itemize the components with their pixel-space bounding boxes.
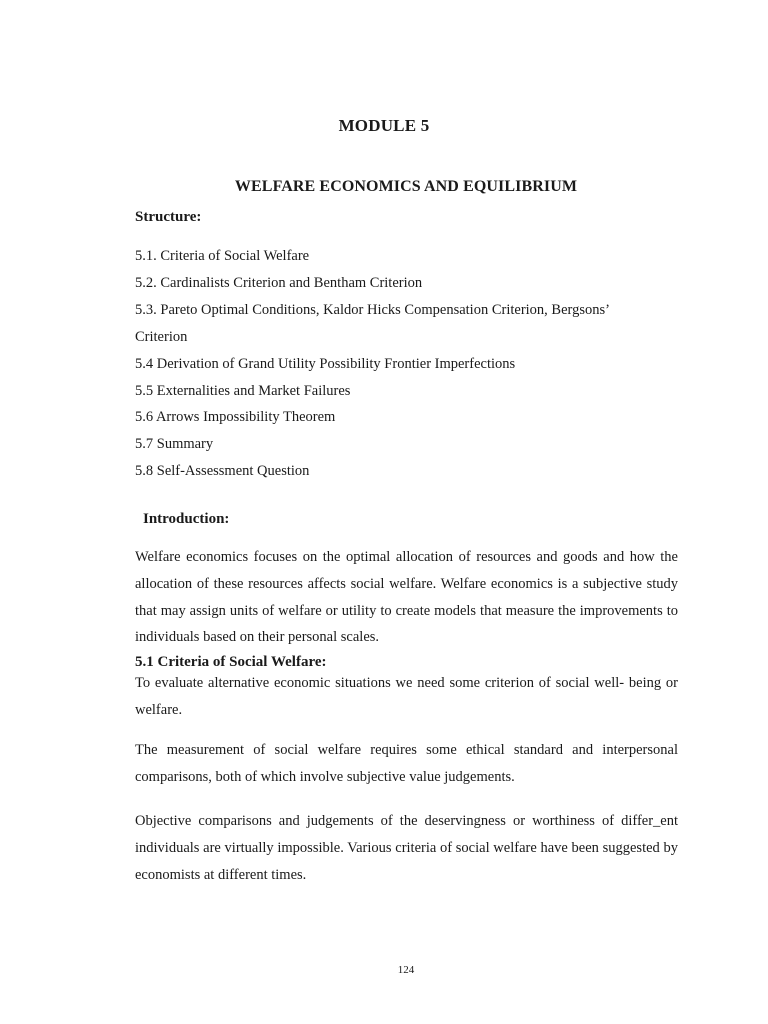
structure-item: Criterion <box>135 328 188 345</box>
structure-item: 5.8 Self-Assessment Question <box>135 463 310 480</box>
structure-heading: Structure: <box>135 209 202 225</box>
structure-item: 5.3. Pareto Optimal Conditions, Kaldor Hicks Compensation Criterion, Bergsons’ <box>135 301 610 318</box>
introduction-heading: Introduction: <box>143 511 230 527</box>
body-paragraph: The measurement of social welfare requires some ethical standard and interpersonal comparisons, both of which involve subjective value judgements. <box>135 742 678 785</box>
structure-item: 5.5 Externalities and Market Failures <box>135 382 351 399</box>
body-paragraph: To evaluate alternative economic situations we need some criterion of social well- being or welfare. <box>135 675 678 718</box>
chapter-title: WELFARE ECONOMICS AND EQUILIBRIUM <box>234 178 578 195</box>
structure-item: 5.2. Cardinalists Criterion and Bentham Criterion <box>135 274 423 291</box>
page-number: 124 <box>397 964 415 976</box>
body-paragraph: Objective comparisons and judgements of the deservingness or worthiness of differ_ent individuals are virtually impossible. Various criteria of social welfare have been suggested by economists at different times. <box>135 813 678 883</box>
structure-item: 5.1. Criteria of Social Welfare <box>135 248 310 264</box>
structure-item: 5.6 Arrows Impossibility Theorem <box>135 409 336 426</box>
introduction-paragraph: Welfare economics focuses on the optimal allocation of resources and goods and how the allocation of these resources affects social welfare. Welfare economics is a subjective study that may assign units of welfare or utility to create models that measure the improvements to individuals based on their personal scales. <box>135 549 678 646</box>
section-heading: 5.1 Criteria of Social Welfare: <box>135 654 327 670</box>
structure-list <box>135 243 635 485</box>
structure-item: 5.4 Derivation of Grand Utility Possibility Frontier Imperfections <box>135 355 516 372</box>
module-title: MODULE 5 <box>338 116 430 135</box>
structure-item: 5.7 Summary <box>135 436 214 453</box>
